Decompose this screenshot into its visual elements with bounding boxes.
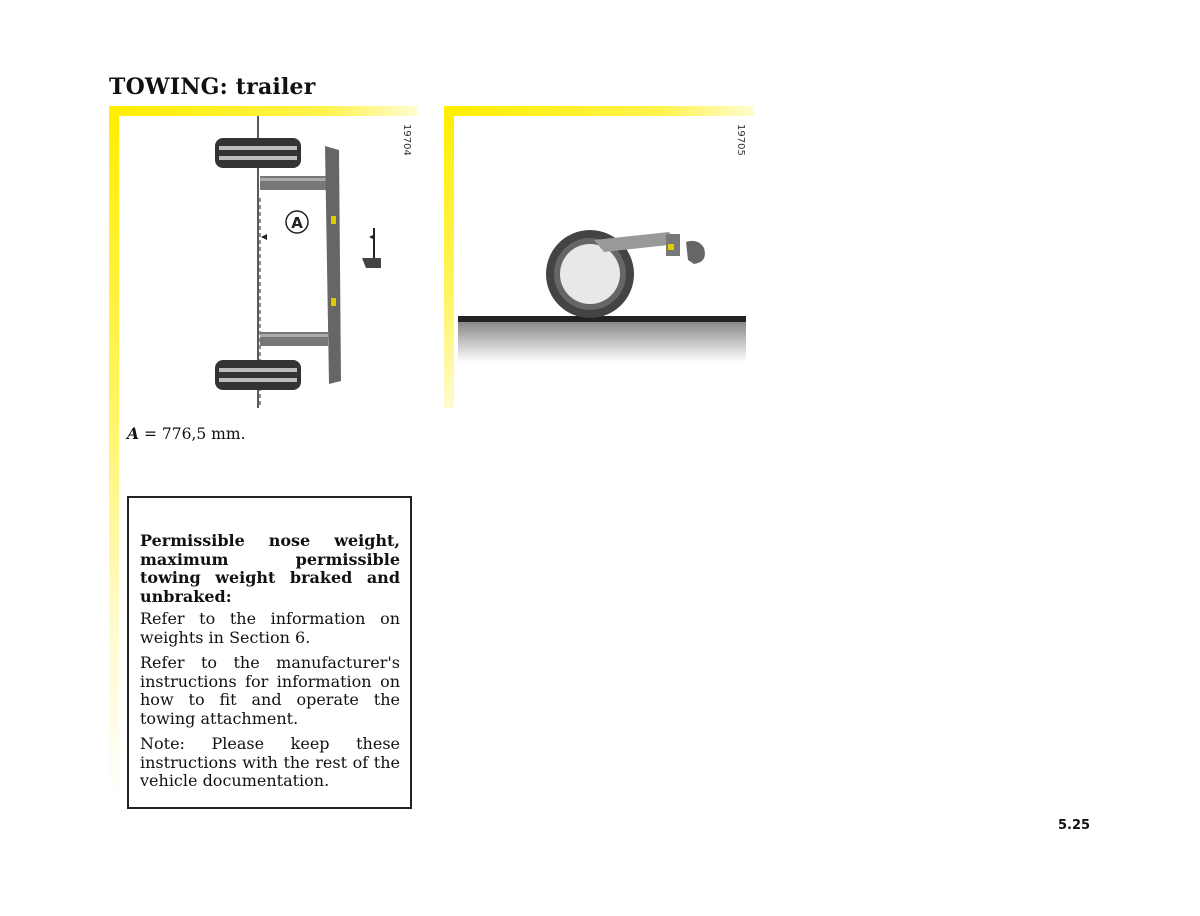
yellow-frame-top-left xyxy=(109,106,417,116)
notice-heading: Permissible nose weight, maximum permissible towing weight braked and unbraked: xyxy=(140,531,400,606)
marker-label: A xyxy=(291,214,303,232)
yellow-frame-left xyxy=(109,106,119,806)
figure-code: 19705 xyxy=(735,124,746,156)
rear-wheel-top xyxy=(215,138,301,168)
rear-wheel-bottom xyxy=(215,360,301,390)
page-number: 5.25 xyxy=(1058,818,1091,833)
notice-paragraph: Refer to the information on weights in Section 6. xyxy=(140,609,400,647)
caption-label: A xyxy=(127,424,140,443)
notice-paragraph: Refer to the manufacturer's instructions for information on how to fit and operate the towing attachment. xyxy=(140,653,400,728)
notice-box xyxy=(127,496,412,809)
dimension-caption xyxy=(127,424,246,443)
figure-code: 19704 xyxy=(401,124,412,156)
page-title: TOWING: trailer xyxy=(109,74,316,100)
yellow-frame-top-right xyxy=(444,106,754,116)
tow-ball-side xyxy=(686,241,705,264)
towbar-top-view-figure xyxy=(119,116,417,408)
cross-beam xyxy=(325,146,341,384)
towbar-side-view-figure xyxy=(454,116,754,408)
caption-text: = 776,5 mm. xyxy=(139,425,246,443)
ground-line xyxy=(458,316,746,322)
yellow-frame-right-side xyxy=(444,106,454,408)
ground-shadow xyxy=(458,322,746,362)
notice-paragraph: Note: Please keep these instructions with the rest of the vehicle documentation. xyxy=(140,734,400,790)
tow-ball xyxy=(362,258,381,268)
